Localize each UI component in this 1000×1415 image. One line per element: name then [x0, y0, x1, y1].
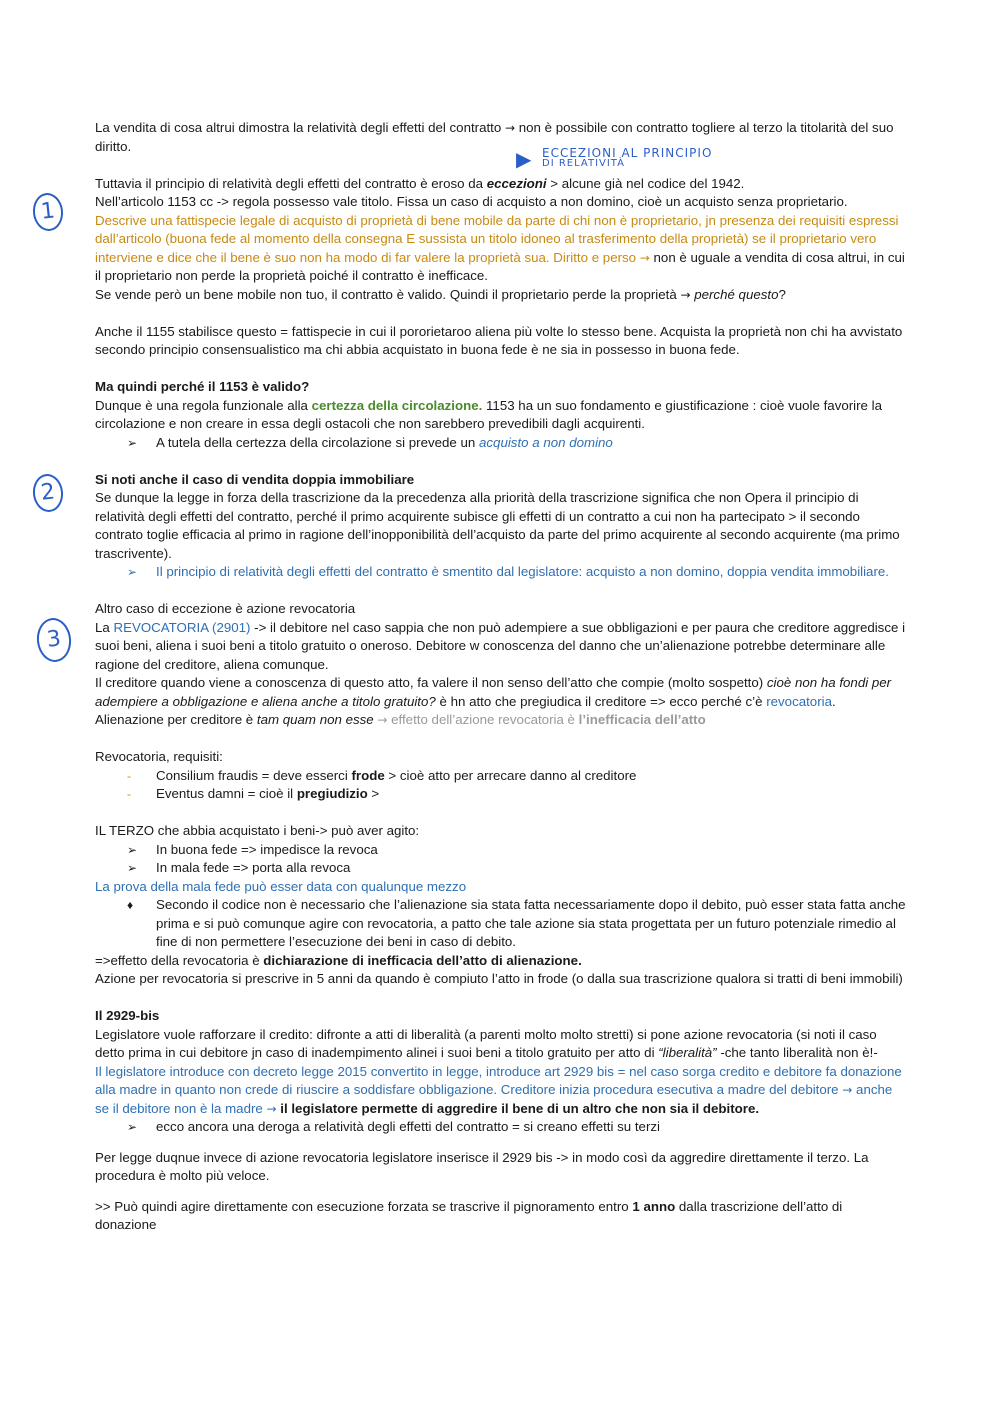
heading-vendita-doppia: Si noti anche il caso di vendita doppia immobiliare — [95, 471, 415, 487]
arrow-bullet-icon: ➢ — [127, 842, 138, 857]
heading-2929-bis: Il 2929-bis — [95, 1008, 160, 1023]
arrow-bullet-icon: ➢ — [127, 1120, 138, 1134]
text: . — [831, 693, 836, 709]
arrow-right-icon: → — [504, 121, 516, 135]
paragraph-prova-mala-fede: La prova della mala fede può esser data con qualunque mezzo — [95, 878, 467, 894]
text-bold: 1 anno — [632, 1198, 676, 1214]
text: Dunque è una regola funzionale alla — [95, 397, 312, 413]
green-text: certezza della circolazione. — [311, 397, 483, 413]
orange-text: Descrive una fattispecie legale di acquisto di proprietà di bene mobile da parte di chi non è proprietario, jn presenza dei requisiti espressi dall’articolo (buona fede al momento della consegna E sussista un titolo idoneo al trasferimento della proprietà) se il proprietario vero interviene e dice che il bene è suo non ha modo di far valere la proprietà sua. Diritto e perso — [95, 212, 899, 265]
text: Secondo il codice non è necessario che l’alienazione sia stata fatta necessariamente dopo il debito, può esser stata fatta anche prima e si può comunque agire con revocatoria, a patto che tale azione sia stata progettata per un futuro potenziale rimedio al fine di non permettere l’esecuzione dei beni in caso di debito. — [156, 897, 906, 949]
arrow-bullet-icon: ➢ — [127, 861, 138, 875]
text-italic: perché questo — [694, 286, 779, 302]
text-italic: tam quam non esse — [256, 712, 374, 727]
list-item — [95, 434, 907, 453]
heading-perche-1153: Ma quindi perché il 1153 è valido? — [95, 379, 310, 394]
text: In mala fede => porta alla revoca — [156, 860, 351, 875]
circled-number-2: 2 — [31, 473, 65, 514]
text: Eventus damni = cioè il — [156, 786, 297, 801]
paragraph-fattispecie — [95, 212, 907, 286]
text-italic: “liberalità” — [658, 1045, 717, 1060]
diamond-bullet-icon: ♦ — [127, 898, 134, 912]
blue-text: Il legislatore introduce con decreto legge 2015 convertito in legge, introduce art 2929 bis = nel caso sorga credito e debitore fa donazione alla madre in quanto non crede di riuscire a soddisfare obbligazione. Creditore inizia procedura esecutiva a madre del debitore — [95, 1063, 902, 1097]
arrow-right-icon: → — [266, 1101, 277, 1116]
text-bold: frode — [351, 767, 385, 783]
text: Consilium fraudis = deve esserci — [156, 767, 352, 783]
handwritten-note-line1: ECCEZIONI AL PRINCIPIO — [542, 146, 713, 160]
paragraph-decreto-2015 — [95, 1063, 907, 1119]
paragraph-eccezioni — [95, 175, 907, 194]
text-eccezioni: eccezioni — [486, 175, 547, 191]
dash-bullet-icon: - — [127, 768, 131, 783]
arrow-bullet-icon: ➢ — [127, 435, 138, 450]
list-item — [95, 859, 907, 878]
text: > cioè atto per arrecare danno al creditore — [384, 767, 637, 783]
text: non è possibile con contratto togliere al terzo la titolarità del suo diritto. — [95, 120, 894, 154]
text: >> Può quindi agire direttamente con esecuzione forzata se trascrive il pignoramento entro — [95, 1198, 633, 1214]
triangle-marker-icon: ▶ — [516, 147, 532, 171]
text: non è uguale a vendita di cosa altrui, in cui il proprietario non perde la proprietà poiché il contratto è inefficace. — [95, 249, 905, 283]
circled-number-1: 1 — [31, 192, 65, 233]
list-item — [95, 1118, 907, 1137]
text-bold: dichiarazione di inefficacia dell’atto di alienazione. — [263, 952, 582, 968]
paragraph-altro-caso: Altro caso di eccezione è azione revocatoria — [95, 601, 356, 616]
paragraph-art-1153: Nell’articolo 1153 cc -> regola possesso vale titolo. Fissa un caso di acquisto a non domino, cioè un acquisto senza proprietario. — [95, 194, 848, 209]
grey-bold-text: l’inefficacia dell’atto — [578, 712, 706, 727]
paragraph-certezza — [95, 397, 907, 434]
text: -che tanto liberalità non è!- — [716, 1045, 878, 1060]
blue-text: anche se il debitore non è la madre — [95, 1082, 893, 1116]
paragraph-trascrizione: Se dunque la legge in forza della trascrizione da la precedenza alla priorità della trascrizione significa che non Opera il principio di relatività degli effetti del contratto, perché il primo acquirente subisce gli effetti di un contratto a cui non ha partecipato > il secondo contrato toglie efficacia al primo in ragione dell’inopponibilità dell’acquisto da parte del primo acquirente al secondo acquirente (ma primo trascrivente). — [95, 490, 900, 561]
text: La vendita di cosa altrui dimostra la relatività degli effetti del contratto — [95, 120, 502, 135]
text: =>effetto della revocatoria è — [95, 952, 264, 968]
arrow-right-icon: → — [680, 287, 691, 302]
blue-text: revocatoria — [766, 693, 832, 709]
text: In buona fede => impedisce la revoca — [156, 841, 378, 857]
handwritten-note-line2: DI RELATIVITÀ — [542, 158, 625, 169]
text-bold: il legislatore permette di aggredire il bene di un altro che non sia il debitore. — [280, 1100, 760, 1116]
arrow-right-icon: → — [639, 250, 650, 265]
list-item — [95, 785, 907, 804]
text: ? — [778, 286, 786, 302]
text: 1153 ha un suo fondamento e giustificazione : cioè vuole favorire la circolazione e non creare in essa degli ostacoli che non sarebbero prevedibili dagli acquirenti. — [95, 397, 882, 431]
text: > alcune già nel codice del 1942. — [546, 175, 745, 191]
paragraph-revocatoria — [95, 619, 907, 675]
text: Tuttavia il principio di relatività degli effetti del contratto è eroso da — [95, 175, 487, 191]
text-italic: cioè non ha fondi per adempiere a obbligazione e aliena anche a titolo gratuito? — [95, 675, 892, 709]
text: A tutela della certezza della circolazione si prevede un — [156, 434, 480, 450]
heading-requisiti: Revocatoria, requisiti: — [95, 749, 223, 764]
text: ecco ancora una deroga a relatività degli effetti del contratto = si creano effetti su terzi — [156, 1119, 660, 1134]
grey-text: effetto dell’azione revocatoria è — [387, 712, 579, 727]
document-body — [95, 119, 907, 1235]
text: dalla trascrizione dell’atto di donazione — [95, 1198, 843, 1232]
arrow-right-icon: → — [377, 713, 388, 727]
heading-terzo: IL TERZO che abbia acquistato i beni-> può aver agito: — [95, 823, 420, 838]
paragraph-intro — [95, 119, 907, 156]
paragraph-effetto — [95, 952, 907, 971]
text: Se vende però un bene mobile non tuo, il contratto è valido. Quindi il proprietario perde la proprietà — [95, 286, 677, 302]
arrow-right-icon: → — [842, 1083, 853, 1097]
paragraph-art-1155: Anche il 1155 stabilisce questo = fattispecie in cui il pororietaroo aliena più volte lo stesso bene. Acquista la proprietà non chi ha avvistato secondo principio consensualistico ma chi abbia acquistato in buona fede è ne sia in possesso in buona fede. — [95, 323, 903, 357]
paragraph-per-legge: Per legge duqnue invece di azione revocatoria legislatore inserisce il 2929 bis -> in modo così da aggredire direttamente il terzo. La procedura è molto più veloce. — [95, 1149, 869, 1183]
paragraph-esecuzione-forzata — [95, 1198, 907, 1235]
paragraph-creditore — [95, 674, 907, 711]
text: Alienazione per creditore è — [95, 712, 257, 727]
blue-text: REVOCATORIA (2901) — [113, 619, 251, 635]
list-item — [95, 767, 907, 786]
text-bold: pregiudizio — [296, 786, 368, 801]
list-item — [95, 563, 907, 582]
paragraph-liberalita — [95, 1026, 907, 1063]
text: è hn atto che pregiudica il creditore => ecco perché c’è — [435, 693, 767, 709]
list-item — [95, 896, 907, 952]
dash-bullet-icon: - — [127, 787, 131, 801]
list-item — [95, 841, 907, 860]
text: > — [367, 786, 380, 801]
arrow-bullet-icon: ➢ — [127, 565, 138, 579]
circled-number-3: 3 — [35, 616, 73, 663]
text: Il creditore quando viene a conoscenza di questo atto, fa valere il non senso dell’atto che compie (molto sospetto) — [95, 675, 767, 690]
text: Legislatore vuole rafforzare il credito: difronte a atti di liberalità (a parenti molto molto stretti) si pone azione revocatoria (si noti il caso detto prima in cui debitore jn caso di inadempimento alinei i suoi beni a titolo gratuito per atto di — [95, 1026, 877, 1060]
text: Il principio di relatività degli effetti del contratto è smentito dal legislatore: acquisto a non domino, doppia vendita immobiliare. — [156, 564, 889, 579]
text: La — [95, 619, 114, 635]
blue-italic-text: acquisto a non domino — [479, 434, 613, 450]
text: -> il debitore nel caso sappia che non può adempiere a sue obbligazioni e per paura che creditore aggredisce i suoi beni, aliena i suoi beni a titolo gratuito o oneroso. Debitore w conoscenza del danno che un’alienazione potrebbe determinare alle ragione del creditore, aliena comunque. — [95, 619, 906, 672]
paragraph-tam-quam — [95, 711, 907, 730]
paragraph-prescrizione: Azione per revocatoria si prescrive in 5 anni da quando è compiuto l’atto in frode (o dalla sua trascrizione qualora si tratti di beni immobili) — [95, 971, 903, 986]
paragraph-bene-mobile — [95, 286, 907, 305]
